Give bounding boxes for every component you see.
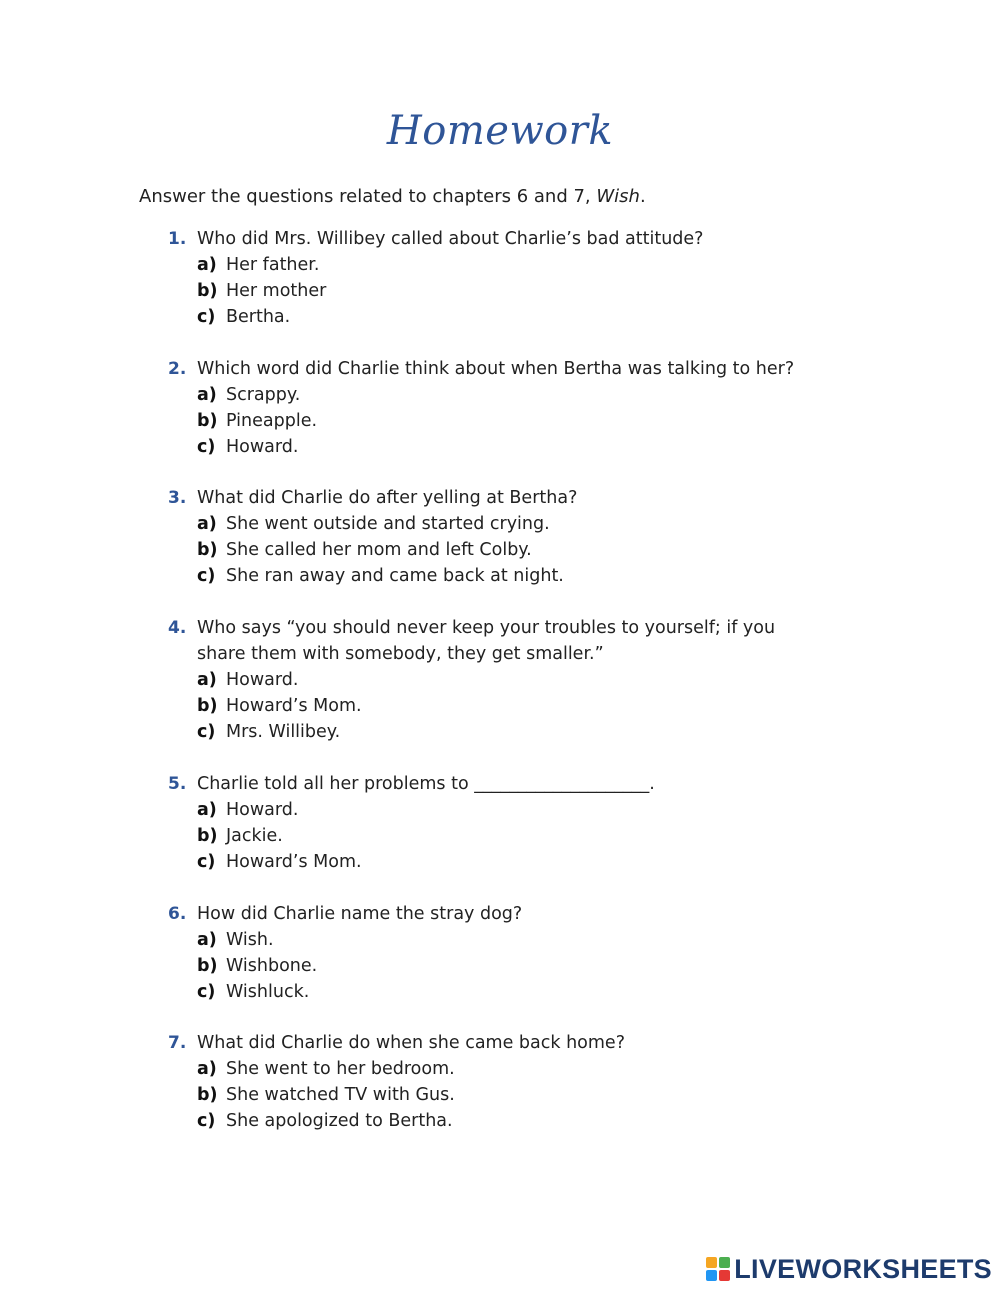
question-1 [139,226,879,356]
question-3 [139,485,879,615]
option-b[interactable] [197,823,879,849]
option-c[interactable] [197,849,879,875]
option-b[interactable] [197,278,879,304]
option-text: Howard’s Mom. [226,852,362,872]
option-label: c) [197,722,216,742]
option-c[interactable] [197,563,879,589]
option-text: Wish. [226,930,274,950]
question-5 [139,771,879,901]
question-list [139,226,879,1140]
option-a[interactable] [197,511,879,537]
option-label: b) [197,826,218,846]
question-6 [139,901,879,1030]
page-title: Homework [386,108,614,154]
option-a[interactable] [197,927,879,953]
option-label: b) [197,956,218,976]
question-2 [139,356,879,485]
option-label: c) [197,566,216,586]
option-text: Jackie. [226,826,283,846]
option-a[interactable] [197,797,879,823]
question-text: Who did Mrs. Willibey called about Charlie’s bad attitude? [197,229,704,249]
option-label: a) [197,1059,217,1079]
option-text: She went outside and started crying. [226,514,550,534]
option-label: b) [197,281,218,301]
option-label: a) [197,514,217,534]
question-text: Who says “you should never keep your troubles to yourself; if you share them with somebody, they get smaller.” [197,618,776,664]
question-number: 4. [168,618,187,638]
option-c[interactable] [197,434,879,460]
option-a[interactable] [197,382,879,408]
option-text: Wishluck. [226,982,310,1002]
option-text: She ran away and came back at night. [226,566,564,586]
logo-block [706,1257,717,1268]
option-label: a) [197,385,217,405]
option-a[interactable] [197,1056,879,1082]
book-title: Wish [596,186,640,207]
option-text: Scrappy. [226,385,301,405]
logo-block [719,1270,730,1281]
instructions-prefix: Answer the questions related to chapters 6 and 7, [139,186,597,207]
question-number: 3. [168,488,187,508]
instructions-suffix: . [639,186,646,207]
option-text: Wishbone. [226,956,318,976]
option-text: She watched TV with Gus. [226,1085,455,1105]
option-label: c) [197,1111,216,1131]
logo-block [719,1257,730,1268]
option-c[interactable] [197,719,879,745]
option-a[interactable] [197,252,879,278]
option-text: Mrs. Willibey. [226,722,341,742]
option-a[interactable] [197,667,879,693]
option-text: Howard. [226,437,299,457]
question-text: Charlie told all her problems to ____________________. [197,774,655,794]
logo-blocks-icon [706,1257,730,1281]
question-number: 5. [168,774,187,794]
option-label: b) [197,540,218,560]
option-text: Her mother [226,281,327,301]
question-text: Which word did Charlie think about when Bertha was talking to her? [197,359,795,379]
option-c[interactable] [197,304,879,330]
question-7 [139,1030,879,1140]
question-number: 6. [168,904,187,924]
option-label: b) [197,1085,218,1105]
question-text: How did Charlie name the stray dog? [197,904,523,924]
logo-block [706,1270,717,1281]
option-text: Pineapple. [226,411,318,431]
option-b[interactable] [197,537,879,563]
option-text: Howard. [226,800,299,820]
option-text: She went to her bedroom. [226,1059,455,1079]
option-b[interactable] [197,953,879,979]
option-text: Her father. [226,255,320,275]
option-text: She apologized to Bertha. [226,1111,453,1131]
option-label: c) [197,852,216,872]
question-number: 1. [168,229,187,249]
option-label: a) [197,930,217,950]
option-text: Howard. [226,670,299,690]
option-b[interactable] [197,1082,879,1108]
option-label: a) [197,800,217,820]
option-b[interactable] [197,693,879,719]
question-number: 7. [168,1033,187,1053]
option-b[interactable] [197,408,879,434]
option-label: c) [197,437,216,457]
option-c[interactable] [197,1108,879,1134]
logo-text: LIVEWORKSHEETS [734,1253,992,1284]
option-label: a) [197,670,217,690]
option-text: Howard’s Mom. [226,696,362,716]
option-label: c) [197,982,216,1002]
question-4 [139,615,879,771]
question-text: What did Charlie do when she came back home? [197,1033,625,1053]
option-text: Bertha. [226,307,291,327]
instructions [139,186,646,207]
question-number: 2. [168,359,187,379]
liveworksheets-logo[interactable] [706,1252,992,1286]
option-label: b) [197,411,218,431]
option-label: b) [197,696,218,716]
option-text: She called her mom and left Colby. [226,540,532,560]
option-label: c) [197,307,216,327]
option-label: a) [197,255,217,275]
question-text: What did Charlie do after yelling at Bertha? [197,488,578,508]
option-c[interactable] [197,979,879,1005]
